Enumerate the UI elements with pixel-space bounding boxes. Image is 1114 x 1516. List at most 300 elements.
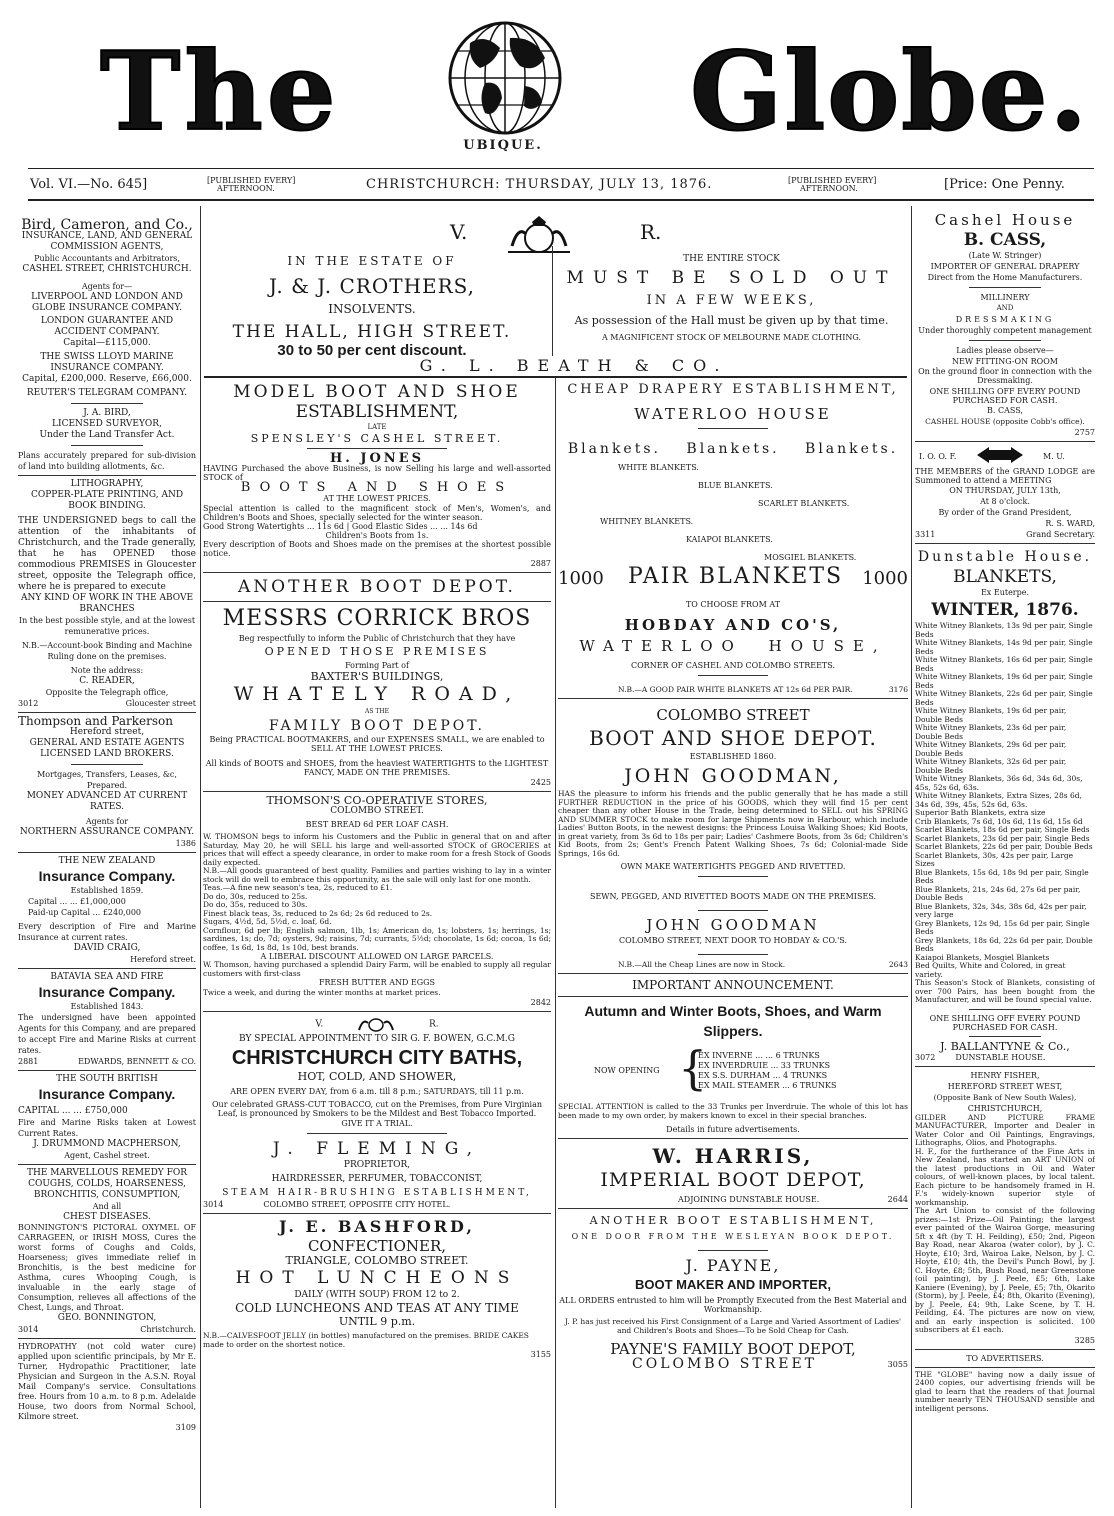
ad-text: BOOTS AND SHOES bbox=[240, 480, 514, 495]
ad-text: Blankets. Blankets. Blankets. bbox=[567, 441, 899, 457]
ad-text: GEO. BONNINGTON, bbox=[57, 1313, 157, 1323]
ad-text: Twice a week, and during the winter months at market prices. bbox=[203, 988, 441, 997]
ad-text: N.B.—All the Cheap Lines are now in Stock. bbox=[618, 960, 786, 969]
ad-text: Grand Secretary. bbox=[1026, 530, 1095, 539]
divider bbox=[698, 1250, 768, 1251]
ad-text: PAYNE'S FAMILY BOOT DEPOT, bbox=[610, 1340, 856, 1358]
ad-text: N.B.—CALVESFOOT JELLY (in bottles) manufactured on the premises. BRIDE CAKES made to order on the shortest notice. bbox=[203, 1331, 529, 1349]
ad-text: This Season's Stock of Blankets, consisting of over 700 Pairs, has been bought from the Manufacturer, and will be found special value. bbox=[915, 978, 1095, 1004]
divider bbox=[698, 876, 768, 877]
column-rule bbox=[911, 206, 912, 1508]
blanket-price-item: White Witney Blankets, 36s 6d, 34s 6d, 30s, 45s, 52s 6d, 63s. bbox=[915, 774, 1083, 792]
divider bbox=[915, 1349, 1095, 1350]
ad-text: 30 to 50 per cent discount. bbox=[277, 342, 467, 359]
globe-icon bbox=[440, 18, 570, 143]
divider bbox=[969, 287, 1041, 288]
ad-number: 2881 bbox=[18, 1057, 39, 1066]
ad-number: 3014 bbox=[18, 1325, 39, 1334]
ad-text: OWN MAKE WATERTIGHTS PEGGED AND RIVETTED. bbox=[620, 862, 846, 871]
ad-text: 1000 bbox=[558, 568, 604, 589]
divider bbox=[915, 1367, 1095, 1368]
ad-important-title: IMPORTANT ANNOUNCEMENT. bbox=[632, 978, 834, 992]
ad-fleming-title: J. FLEMING, bbox=[272, 1139, 482, 1159]
ad-text: AS THE bbox=[365, 708, 389, 715]
ad-text: SCARLET BLANKETS. bbox=[758, 499, 850, 508]
ad-text: CORNER OF CASHEL AND COLOMBO STREETS. bbox=[630, 661, 835, 670]
divider bbox=[204, 376, 907, 378]
ad-advertisers-title: TO ADVERTISERS. bbox=[966, 1353, 1044, 1363]
ad-corrick-title: MESSRS CORRICK BROS bbox=[222, 606, 532, 631]
blanket-price-item: Scarlet Blankets, 30s, 42s per pair, Large Sizes bbox=[915, 850, 1074, 868]
ad-text: The undersigned have been appointed Agents for this Company, and are prepared to accept Fire and Marine Risks at current rates. bbox=[18, 1013, 196, 1055]
ad-text: IN THE ESTATE OF bbox=[287, 254, 457, 268]
ad-text: Every description of Fire and Marine Insurance at current rates. bbox=[18, 922, 196, 942]
ad-text: IMPERIAL BOOT DEPOT, bbox=[600, 1169, 866, 1191]
ad-text: N.B.—All goods guaranteed of best quality. Families and parties wishing to lay in a winter stock will do well to embrace this opportunity, as the sale will only last for one month. bbox=[203, 866, 551, 884]
dateline-rule bbox=[28, 199, 1094, 201]
ad-text: W. THOMSON begs to inform his Customers and the Public in general that on and after Saturday, May 20, he will SELL his large and well-assorted STOCK of GROCERIES at prices that will effect a speedy clearance, in order to make room for a fresh Stock of Goods daily expected. bbox=[203, 832, 551, 867]
baths-r: R. bbox=[428, 1019, 439, 1030]
ad-text: THE "GLOBE" having now a daily issue of 2400 copies, our advertising friends will be glad to learn that the readers of that Journal number nearly TEN THOUSAND sensible and intelligent persons. bbox=[915, 1369, 1095, 1413]
divider bbox=[71, 445, 142, 446]
ad-text: HYDROPATHY (not cold water cure) applied upon scientific principals, by Mr E. Turner, Hydropathic Practitioner, late Physician and Surgeon in the A.S.N. Royal Mail Company's service. Consultations free. Hours from 10 a.m. to 8 p.m. Adelaide House, two doors from Normal School, Kilmore street. bbox=[18, 1342, 196, 1421]
ad-text: BAXTER'S BUILDINGS, bbox=[310, 670, 444, 683]
ad-text: All kinds of BOOTS and SHOES, from the heaviest WATERTIGHTS to the LIGHTEST FANCY, MADE ON THE PREMISES. bbox=[205, 759, 549, 777]
ad-text: I. O. O. F. bbox=[919, 452, 957, 461]
blanket-price-item: Scarlet Blankets, 22s 6d per pair, Double Beds bbox=[915, 842, 1093, 851]
ad-thomson-title: THOMSON'S CO-OPERATIVE STORES, bbox=[266, 794, 488, 807]
ad-baths-title: CHRISTCHURCH CITY BATHS, bbox=[231, 1047, 523, 1069]
column-2 bbox=[203, 382, 551, 1512]
ad-cheap-drapery-title: CHEAP DRAPERY ESTABLISHMENT, bbox=[567, 382, 899, 397]
ad-text: Finest black teas, 3s, reduced to 2s 6d; 2s 6d reduced to 2s. bbox=[203, 908, 433, 918]
ad-text: At 8 o'clock. bbox=[980, 497, 1030, 506]
published-left-1: [PUBLISHED EVERY] bbox=[207, 176, 296, 185]
ad-number: 3055 bbox=[887, 1360, 908, 1369]
ad-text: The Art Union to consist of the following prizes:—1st Prize—Oil Painting; the largest ever painted of the Wairoa Gorge, measuring 5ft x 4ft (by T. H. Feilding), £50; 2nd, Pigeon Bay Road, near Akaroa (water color), by J. C. Hoyte, £10; 3rd, Wairoa Lake, Nelson, by J. C. Hoyte, £10; 4th, the Devil's Punch Bowl, by J. C. Hoyte, £8; 5th, Bush Road, near Greenstone (oil painting), by J. Peele, £5; 6th, Lake Kaniere (Evening), by J. Peele, £5; 7th, Okarito (Storm), by J. Peele, £4; 8th, Okarito (Evening), by J. Peele, £4; 9th, Lake Scene, by T. H. Feilding, £4. The pictures are now on view, and an early inspection is solicited. 100 subscribers at £1 each. bbox=[915, 1206, 1095, 1334]
ad-text: WATERLOO HOUSE, bbox=[579, 637, 887, 655]
divider bbox=[307, 1133, 446, 1134]
ad-text: GENERAL AND ESTATE AGENTS bbox=[29, 738, 185, 748]
divider bbox=[915, 441, 1095, 442]
price: [Price: One Penny. bbox=[944, 177, 1065, 192]
ad-text: CASHEL HOUSE (opposite Cobb's office). bbox=[925, 417, 1085, 426]
ad-text: WATERLOO HOUSE bbox=[634, 405, 832, 423]
ad-text: Note the address: bbox=[70, 666, 144, 675]
ad-text: THE SWISS LLOYD MARINE INSURANCE COMPANY. bbox=[40, 352, 174, 373]
ad-text: ADJOINING DUNSTABLE HOUSE. bbox=[678, 1195, 820, 1204]
divider bbox=[18, 1338, 196, 1339]
blanket-price-item: Scarlet Blankets, 18s 6d per pair, Single Beds bbox=[915, 825, 1090, 834]
ad-crothers-banner bbox=[204, 206, 907, 378]
royal-crest-icon bbox=[356, 1016, 396, 1032]
ad-text: Children's Boots from 1s. bbox=[325, 531, 429, 540]
ad-harris-title: W. HARRIS, bbox=[652, 1144, 814, 1168]
banner-r: R. bbox=[640, 220, 662, 244]
city-date: CHRISTCHURCH: THURSDAY, JULY 13, 1876. bbox=[366, 177, 713, 192]
blanket-price-item: White Witney Blankets, 29s 6d per pair, Double Beds bbox=[915, 740, 1067, 758]
ad-text: HAIRDRESSER, PERFUMER, TOBACCONIST, bbox=[271, 1174, 483, 1184]
ad-text: Ex Euterpe. bbox=[980, 588, 1030, 597]
ad-cashel-house-title: Cashel House bbox=[934, 211, 1076, 229]
ad-text: As possession of the Hall must be given up by that time. bbox=[574, 314, 889, 327]
ad-text: WHITNEY BLANKETS. bbox=[600, 517, 694, 526]
ad-text: COLOMBO STREET bbox=[632, 1356, 818, 1372]
masthead-globe: Globe. bbox=[690, 29, 1090, 155]
blanket-price-item: Crib Blankets, 7s 6d, 10s 6d, 11s 6d, 15s 6d bbox=[915, 816, 1083, 826]
ad-text: INSOLVENTS. bbox=[328, 302, 416, 316]
ad-text: UNTIL 9 p.m. bbox=[338, 1315, 416, 1328]
ad-number: 3014 bbox=[203, 1200, 224, 1209]
ad-text: Agents for bbox=[85, 817, 129, 826]
ad-text: MILLINERY bbox=[980, 293, 1030, 302]
ad-text: PROPRIETOR, bbox=[343, 1160, 411, 1170]
ad-number: 3285 bbox=[1074, 1335, 1095, 1345]
ad-text: COMMISSION AGENTS, bbox=[50, 242, 164, 252]
ad-text: BY SPECIAL APPOINTMENT TO SIR G. F. BOWEN, G.C.M.G bbox=[239, 1034, 515, 1044]
ad-text: ANY KIND OF WORK IN THE ABOVE BRANCHES bbox=[20, 593, 194, 614]
ad-text: Teas.—A fine new season's tea, 2s, reduced to £1. bbox=[203, 883, 393, 892]
ad-thompson-title: Thompson and Parkerson bbox=[18, 714, 173, 728]
divider bbox=[915, 543, 1095, 544]
ad-text: TO CHOOSE FROM AT bbox=[685, 600, 781, 609]
ad-text: BLUE BLANKETS. bbox=[698, 481, 773, 490]
ad-text: N.B.—A GOOD PAIR WHITE BLANKETS AT 12s 6d PER PAIR. bbox=[618, 685, 853, 694]
ad-text: THE SOUTH BRITISH bbox=[56, 1074, 158, 1084]
ad-text: Hereford street, bbox=[69, 727, 145, 737]
masthead-rule bbox=[28, 168, 1094, 169]
ad-text: COLOMBO STREET, NEXT DOOR TO HOBDAY & CO.'S. bbox=[618, 936, 848, 945]
ad-text: WHITE BLANKETS. bbox=[618, 463, 699, 472]
blanket-price-item: White Witney Blankets, 13s 9d per pair, Single Beds bbox=[915, 621, 1093, 639]
column-rule bbox=[200, 206, 201, 1508]
ad-text: CONFECTIONER, bbox=[307, 1237, 447, 1255]
ad-text: TRIANGLE, COLOMBO STREET. bbox=[285, 1254, 469, 1267]
divider bbox=[558, 996, 908, 997]
divider bbox=[558, 698, 908, 699]
divider bbox=[203, 572, 551, 573]
ad-number: 2842 bbox=[530, 998, 551, 1007]
ad-text: Opposite the Telegraph office, bbox=[45, 688, 169, 697]
ad-text: R. S. WARD, bbox=[1045, 519, 1095, 528]
divider bbox=[18, 1164, 196, 1165]
ad-text: DAVID CRAIG, bbox=[73, 943, 141, 953]
ad-text: BONNINGTON'S PICTORAL OXYMEL OF CARRAGEEN, or IRISH MOSS, Cures the worst forms of Coughs and Colds, Hoarseness; gives immediate relief in Bronchitis, is the best medicine for Asthma, cures Whooping Cough, is invaluable in the early stage of Consumption, relieves all affections of the Chest, Lungs, and Throat. bbox=[18, 1223, 196, 1312]
published-left-2: AFTERNOON. bbox=[217, 184, 275, 193]
ad-text: FAMILY BOOT DEPOT. bbox=[269, 718, 485, 734]
ad-text: ARE OPEN EVERY DAY, from 6 a.m. till 8 p.m.; SATURDAYS, till 11 p.m. bbox=[230, 1087, 524, 1096]
ad-dunstable-title: Dunstable House. bbox=[917, 549, 1093, 565]
blanket-price-item: Scarlet Blankets, 23s 6d per pair, Single Beds bbox=[915, 833, 1090, 843]
ad-text: BATAVIA SEA AND FIRE bbox=[50, 972, 164, 982]
ad-text: HOBDAY AND CO'S, bbox=[624, 616, 842, 634]
blanket-price-item: Grey Blankets, 18s 6d, 22s 6d per pair, Double Beds bbox=[915, 935, 1093, 953]
ad-model-boot-title: MODEL BOOT AND SHOE bbox=[233, 382, 521, 402]
ad-text: Ladies please observe— bbox=[956, 346, 1054, 355]
ad-text: SEWN, PEGGED, AND RIVETTED BOOTS MADE ON THE PREMISES. bbox=[589, 892, 877, 901]
blanket-price-item: Bed Quilts, White and Colored, in great variety. bbox=[915, 961, 1066, 979]
blanket-price-item: White Witney Blankets, 16s 6d per pair, Single Beds bbox=[915, 655, 1093, 673]
ad-text: Fire and Marine Risks taken at Lowest Current Rates. bbox=[18, 1118, 196, 1138]
ad-number: 3072 bbox=[915, 1052, 936, 1062]
ad-text: THE HALL, HIGH STREET. bbox=[232, 322, 512, 342]
blanket-price-item: White Witney Blankets, 19s 6d per pair, Double Beds bbox=[915, 706, 1067, 724]
ad-text: C. READER, bbox=[79, 676, 135, 686]
divider bbox=[698, 675, 768, 676]
ad-text: Do do, 30s, reduced to 25s. bbox=[203, 891, 308, 901]
ad-text: AND bbox=[996, 304, 1014, 312]
ad-text: COLOMBO STREET. bbox=[330, 806, 424, 816]
ad-text: J. P. has just received his First Consignment of a Large and Varied Assortment of Ladies' and Children's Boots and Shoes—To be Sold Cheap for Cash. bbox=[564, 1317, 902, 1335]
ad-text: HOT, COLD, AND SHOWER, bbox=[297, 1070, 457, 1083]
ad-number: 2425 bbox=[530, 778, 551, 787]
ad-text: MOSGIEL BLANKETS. bbox=[764, 553, 857, 562]
dateline bbox=[30, 177, 1086, 199]
masthead bbox=[95, 18, 1090, 168]
ad-text: Agent, Cashel street. bbox=[64, 1151, 150, 1160]
ad-text: EX INVERNE ... ... 6 TRUNKS bbox=[698, 1051, 820, 1060]
divider bbox=[698, 954, 768, 955]
ad-text: ONE SHILLING OFF EVERY POUND PURCHASED FOR CASH. bbox=[929, 387, 1081, 405]
ad-text: CASHEL STREET, CHRISTCHURCH. bbox=[22, 264, 192, 274]
ad-text: DAILY (WITH SOUP) FROM 12 to 2. bbox=[294, 1290, 460, 1300]
ad-text: Capital ... ... £1,000,000 bbox=[28, 897, 126, 906]
column-4 bbox=[915, 206, 1095, 1512]
blanket-price-item: White Witney Blankets, 22s 6d per pair, Single Beds bbox=[915, 689, 1093, 707]
divider bbox=[203, 1213, 551, 1214]
ad-text: A LIBERAL DISCOUNT ALLOWED ON LARGE PARCELS. bbox=[260, 952, 494, 961]
masthead-the: The bbox=[100, 29, 340, 155]
ad-text: OPENED THOSE PREMISES bbox=[264, 645, 490, 658]
ad-text: Established 1859. bbox=[70, 886, 144, 895]
ad-text: THE MARVELLOUS REMEDY FOR COUGHS, COLDS, HOARSENESS, BRONCHITIS, CONSUMPTION, bbox=[26, 1168, 187, 1200]
divider bbox=[969, 1036, 1041, 1037]
divider bbox=[307, 448, 446, 449]
divider bbox=[18, 475, 196, 476]
ad-text: JOHN GOODMAN bbox=[646, 916, 820, 934]
ad-text: H. JONES bbox=[330, 451, 424, 466]
divider bbox=[71, 403, 142, 404]
blanket-price-item: White Witney Blankets, 23s 6d per pair, Double Beds bbox=[915, 723, 1067, 741]
ad-text: IMPORTER OF GENERAL DRAPERY bbox=[930, 262, 1080, 271]
divider bbox=[558, 973, 908, 974]
ad-text: BEST BREAD 6d PER LOAF CASH. bbox=[305, 820, 449, 829]
ad-south-british-title: Insurance Company. bbox=[38, 1086, 176, 1102]
ad-text: ONE SHILLING OFF EVERY POUND PURCHASED FOR CASH. bbox=[929, 1013, 1081, 1032]
ad-bird-cameron-title: Bird, Cameron, and Co., bbox=[21, 217, 193, 233]
ad-text: (Late W. Stringer) bbox=[968, 251, 1042, 260]
ad-text: FRESH BUTTER AND EGGS bbox=[318, 978, 436, 987]
blanket-price-item: Kaiapoi Blankets, Mosgiel Blankets bbox=[915, 952, 1050, 962]
ad-number: 2644 bbox=[887, 1195, 908, 1204]
ad-number: 2757 bbox=[1074, 428, 1095, 437]
ad-text: A MAGNIFICENT STOCK OF MELBOURNE MADE CLOTHING. bbox=[601, 333, 861, 342]
ad-text: THE MEMBERS of the GRAND LODGE are Summoned to attend a MEETING bbox=[915, 467, 1095, 485]
masthead-motto: UBIQUE. bbox=[463, 138, 543, 153]
ad-text: HOT LUNCHEONS bbox=[235, 1268, 519, 1288]
ad-text: Forming Part of bbox=[345, 661, 409, 670]
ad-text: Every description of Boots and Shoes made on the premises at the shortest possible notice. bbox=[203, 540, 551, 558]
blanket-price-item: White Witney Blankets, 14s 9d per pair, Single Beds bbox=[915, 638, 1093, 656]
ad-text: Special attention is called to the magnificent stock of Men's, Women's, and Children's Boots and Shoes, specially selected for the winter season. bbox=[203, 504, 551, 522]
ad-number: 3176 bbox=[888, 685, 908, 694]
ad-text: Good Strong Watertights ... 11s 6d | Good Elastic Sides ... ... 14s 6d bbox=[203, 522, 478, 531]
column-rule bbox=[555, 378, 556, 1508]
lodge-emblem-icon bbox=[975, 445, 1025, 465]
ad-payne-title: ANOTHER BOOT ESTABLISHMENT, bbox=[589, 1214, 877, 1227]
ad-text: Mortgages, Transfers, Leases, &c, Prepared. bbox=[37, 770, 177, 790]
ad-number: 3155 bbox=[530, 1350, 551, 1359]
ad-number: 3109 bbox=[175, 1423, 196, 1432]
ad-text: INSURANCE, LAND, AND GENERAL bbox=[21, 231, 193, 241]
blanket-price-list bbox=[915, 622, 1095, 979]
ad-text: AT THE LOWEST PRICES. bbox=[323, 494, 431, 503]
ad-text: ESTABLISHED 1860. bbox=[689, 752, 777, 761]
blanket-price-item: Superior Bath Blankets, extra size bbox=[915, 808, 1046, 817]
ad-text: In the best possible style, and at the lowest remunerative prices. bbox=[18, 616, 196, 636]
ad-text: CHRISTCHURCH, bbox=[967, 1103, 1043, 1113]
ad-text: Established 1843. bbox=[70, 1002, 144, 1011]
column-rule bbox=[552, 246, 553, 356]
ad-text: Agents for— bbox=[81, 282, 133, 291]
divider bbox=[558, 1138, 908, 1139]
ad-text: STEAM HAIR-BRUSHING ESTABLISHMENT, bbox=[222, 1188, 532, 1198]
ad-text: DUNSTABLE HOUSE. bbox=[955, 1052, 1046, 1062]
ad-text: And all bbox=[92, 1202, 122, 1211]
blanket-price-item: Blue Blankets, 21s, 24s 6d, 27s 6d per pair, Double Beds bbox=[915, 884, 1081, 902]
divider bbox=[698, 428, 768, 429]
ad-text: LATE bbox=[367, 423, 387, 431]
banner-v: V. bbox=[450, 220, 468, 244]
ad-text: M. U. bbox=[1043, 452, 1065, 461]
ad-text: JOHN GOODMAN, bbox=[624, 765, 842, 787]
ad-text: THE NEW ZEALAND bbox=[58, 856, 156, 866]
ad-text: HAVING Purchased the above Business, is now Selling his large and well-assorted STOCK of bbox=[203, 464, 551, 482]
ad-text: COLOMBO STREET, OPPOSITE CITY HOTEL. bbox=[263, 1200, 451, 1209]
ad-text: Sugars, 4½d, 5d, 5½d, c. loaf, 6d. bbox=[203, 917, 332, 926]
blanket-price-item: Blue Blankets, 32s, 34s, 38s 6d, 42s per pair, very large bbox=[915, 901, 1087, 919]
ad-text: EX MAIL STEAMER ... 6 TRUNKS bbox=[698, 1081, 837, 1090]
ad-number: 2887 bbox=[530, 559, 551, 568]
ad-text: Capital—£115,000. bbox=[63, 338, 151, 348]
ad-text: KAIAPOI BLANKETS. bbox=[686, 535, 773, 544]
ad-text: EDWARDS, BENNETT & CO. bbox=[78, 1057, 196, 1066]
ad-text: WINTER, 1876. bbox=[931, 600, 1079, 620]
ad-text: Details in future advertisements. bbox=[666, 1125, 800, 1134]
ad-text: (Opposite Bank of New South Wales), bbox=[933, 1092, 1077, 1102]
divider bbox=[969, 340, 1041, 341]
blanket-price-item: Blue Blankets, 15s 6d, 18s 9d per pair, Single Beds bbox=[915, 867, 1089, 885]
ad-number: 2643 bbox=[888, 960, 908, 969]
ad-text: ON THURSDAY, JULY 13th, bbox=[949, 486, 1061, 495]
divider bbox=[18, 712, 196, 713]
ad-text: NOW OPENING bbox=[594, 1066, 660, 1075]
ad-text: BOOT MAKER AND IMPORTER, bbox=[635, 1277, 831, 1292]
ad-text: Under the Land Transfer Act. bbox=[39, 430, 175, 440]
ad-text: Being PRACTICAL BOOTMAKERS, and our EXPENSES SMALL, we are enabled to SELL AT THE LOWEST PRICES. bbox=[209, 735, 545, 753]
ad-text: SPENSLEY'S CASHEL STREET. bbox=[250, 432, 504, 445]
blanket-price-item: White Witney Blankets, 32s 6d per pair, Double Beds bbox=[915, 757, 1067, 775]
ad-text: HEREFORD STREET WEST, bbox=[947, 1081, 1063, 1091]
beath-title: G. L. BEATH & CO. bbox=[419, 356, 729, 375]
ad-batavia-title: Insurance Company. bbox=[38, 984, 176, 1000]
ad-text: Christchurch. bbox=[140, 1325, 196, 1334]
ad-text: On the ground floor in connection with the Dressmaking. bbox=[918, 367, 1092, 385]
ad-text: B. CASS, bbox=[963, 230, 1047, 250]
ad-text: Autumn and Winter Boots, Shoes, and Warm Slippers. bbox=[584, 1003, 882, 1039]
ad-text: CAPITAL ... ... £750,000 bbox=[18, 1106, 128, 1116]
ad-text: B. CASS, bbox=[987, 406, 1023, 415]
divider bbox=[18, 852, 196, 853]
ad-text: WHATELY ROAD, bbox=[233, 683, 521, 705]
baths-v: V. bbox=[315, 1019, 324, 1030]
divider bbox=[18, 968, 196, 969]
ad-text: Beg respectfully to inform the Public of Christchurch that they have bbox=[238, 634, 516, 643]
ad-text: COPPER-PLATE PRINTING, AND BOOK BINDING. bbox=[30, 490, 184, 511]
ad-text: MUST BE SOLD OUT bbox=[566, 268, 897, 288]
ad-text: Direct from the Home Manufacturers. bbox=[927, 273, 1083, 282]
crothers-title: J. & J. CROTHERS, bbox=[268, 274, 476, 298]
ad-text: ALL ORDERS entrusted to him will be Promptly Executed from the Best Material and Workmanship. bbox=[559, 1296, 907, 1314]
ad-text: CHEST DISEASES. bbox=[63, 1212, 151, 1222]
ad-text: NEW FITTING-ON ROOM bbox=[952, 357, 1058, 366]
ad-nz-insurance-title: Insurance Company. bbox=[38, 868, 176, 884]
blanket-price-item: Grey Blankets, 12s 9d, 15s 6d per pair, Single Beds bbox=[915, 918, 1090, 936]
ad-text: 1000 bbox=[862, 568, 908, 589]
divider bbox=[203, 601, 551, 602]
ad-text: J. DRUMMOND MACPHERSON, bbox=[33, 1139, 181, 1149]
ad-text: BOOT AND SHOE DEPOT. bbox=[589, 726, 877, 750]
ad-text: ESTABLISHMENT, bbox=[295, 402, 459, 422]
divider bbox=[71, 764, 142, 765]
published-right-2: AFTERNOON. bbox=[800, 184, 858, 193]
ad-text: Gloucester street bbox=[125, 699, 196, 708]
ad-pair-blankets-title: PAIR BLANKETS bbox=[628, 564, 844, 589]
ad-text: Public Accountants and Arbitrators, bbox=[34, 254, 180, 263]
ad-text: SPECIAL ATTENTION is called to the 33 Trunks per Inverdruie. The whole of this lot has been made to my own order, by makers known to excel in their special branches. bbox=[558, 1102, 908, 1120]
ad-text: MONEY ADVANCED AT CURRENT RATES. bbox=[26, 791, 188, 812]
ad-text: IN A FEW WEEKS, bbox=[646, 293, 817, 308]
ad-text: THE UNDERSIGNED begs to call the attention of the inhabitants of Christchurch, and the Trade generally, that he has OPENED those commodious PREMISES in Gloucester street, opposite the Telegraph office, where he is prepared to execute bbox=[18, 516, 196, 592]
blanket-price-item: White Witney Blankets, Extra Sizes, 28s 6d, 34s 6d, 39s, 45s, 52s 6d, 63s. bbox=[915, 791, 1082, 809]
ad-text: COLD LUNCHEONS AND TEAS AT ANY TIME bbox=[235, 1301, 519, 1315]
ad-text: H. F., for the furtherance of the Fine Arts in New Zealand, has started an ART UNION of the latest productions in Oil and Water colours, of well-known places, by local talent. Each picture to be handsomely framed in H. F.'s widely-known superior style of workmanship. bbox=[915, 1146, 1095, 1207]
ad-text: Hereford street. bbox=[130, 955, 196, 964]
ad-number: 1386 bbox=[175, 839, 196, 848]
divider bbox=[203, 1011, 551, 1012]
ad-colombo-title: COLOMBO STREET bbox=[656, 706, 810, 724]
volume-number: Vol. VI.—No. 645] bbox=[30, 177, 148, 192]
ad-text: THE ENTIRE STOCK bbox=[683, 254, 780, 264]
ad-text: BLANKETS, bbox=[953, 567, 1057, 587]
divider bbox=[915, 1066, 1095, 1067]
ad-text: DRESSMAKING bbox=[955, 315, 1055, 324]
ad-bashford-title: J. E. BASHFORD, bbox=[203, 1217, 551, 1237]
ad-text: W. Thomson, having purchased a splendid Dairy Farm, will be enabled to supply all regular customers with first-class bbox=[203, 960, 551, 978]
ad-text: EX S.S. DURHAM ... 4 TRUNKS bbox=[698, 1071, 828, 1080]
ad-another-boot-title: ANOTHER BOOT DEPOT. bbox=[238, 577, 516, 597]
published-right-1: [PUBLISHED EVERY] bbox=[788, 176, 877, 185]
ad-text: J. BALLANTYNE & Co., bbox=[940, 1039, 1070, 1053]
ad-text: Plans accurately prepared for sub-division of land into building allotments, &c. bbox=[18, 451, 196, 471]
ad-text: NORTHERN ASSURANCE COMPANY. bbox=[19, 827, 195, 837]
ad-text: Do do, 35s, reduced to 30s. bbox=[203, 900, 308, 909]
royal-crest-icon bbox=[504, 216, 574, 256]
ad-text: ONE DOOR FROM THE WESLEYAN BOOK DEPOT. bbox=[571, 1232, 895, 1241]
column-3: CHEAP DRAPERY ESTABLISHMENT, WATERLOO HOUSE Blankets. Blankets. Blankets. WHITE BLANKETS. BLUE BLANKETS. SCARLET BLANKETS. WHITNEY BLANKETS. KAIAPOI BLANKETS. MOSGIEL BLANKETS. 1000 PAIR BLANKETS 1000 TO CHOOSE FROM AT HOBDAY AND CO'S, WATERLOO HOUSE, CORNER OF CASHEL AND COLOMBO STREETS. N.B.—A GOOD PAIR WHITE BLANKETS AT 12s 6d PER PAIR. 3176 COLOMBO STREET BOOT AND SHOE DEPOT. ESTABLISHED 1860. JOHN GOODMAN, HAS the pleasure to inform his friends and the public generally that he has made a still FURTHER REDUCTION in the price of his GOODS, which they will find 15 per cent cheaper than any other House in the Trade, being determined to SELL out his SPRING AND SUMMER STOCK to make room for large Shipments now in Harbour, which include Ladies' Button Boots, in the newest designs: the Princess Louisa Walking Shoes; Kid Boots, in great variety, from 3s 6d to 18s per pair; Ladies' Cashmere Boots, from 3s 6d; Children's Kid Boots, from 2s; Gent's French Patent Walking Shoes, 7s 6d; Colonial-made Side Springs, 16s 6d. OWN MAKE WATERTIGHTS PEGGED AND RIVETTED. SEWN, PEGGED, AND RIVETTED BOOTS MADE ON THE PREMISES. JOHN GOODMAN COLOMBO STREET, NEXT DOOR TO HOBDAY & CO.'S. N.B.—All the Cheap Lines are now in Stock. 2643 IMPORTANT ANNOUNCEMENT. Autumn and Winter Boots, Shoes, and Warm Slippers. NOW OPENING { EX INVERNE ... ... 6 TRUNKS EX INVERDRUIE ... 33 TRUNKS EX S.S. DURHAM ... 4 TRUNKS EX MAIL STEAMER ... 6 TRUNKS SPECIAL ATTENTION is called to the 33 Trunks per Inverdruie. The whole of this lot has been made to my own order, by makers known to excel in their special branches. Details in future advertisements. W. HARRIS, IMPERIAL BOOT DEPOT, ADJOINING DUNSTABLE HOUSE. 2644 ANOTHER BOOT ESTABLISHMENT, ONE DOOR FROM THE WESLEYAN BOOK DEPOT. J. PAYNE, BOOT MAKER AND IMPORTER, ALL ORDERS entrusted to him will be Promptly Executed from the Best Material and Workmanship. J. P. has just received his First Consignment of a Large and Varied Assortment of Ladies' and Children's Boots and Shoes—To be Sold Cheap for Cash. PAYNE'S FAMILY BOOT DEPOT, COLOMBO STREET 3055 bbox=[558, 382, 908, 1372]
divider bbox=[18, 1070, 196, 1071]
ad-text: Cornflour, 6d per lb; English salmon, 1lb, 1s; American do, 1s; lobsters, 1s; herrings, 1s; sardines, 1s; do, 7d; oysters, 9d; raisins, 7d; currants, 5½d; chocolate, 1s 6d; cocoa, 1s 6d; coffee, 1s 6d, 1s 8d, 1s 10d, best brands. bbox=[203, 925, 551, 952]
